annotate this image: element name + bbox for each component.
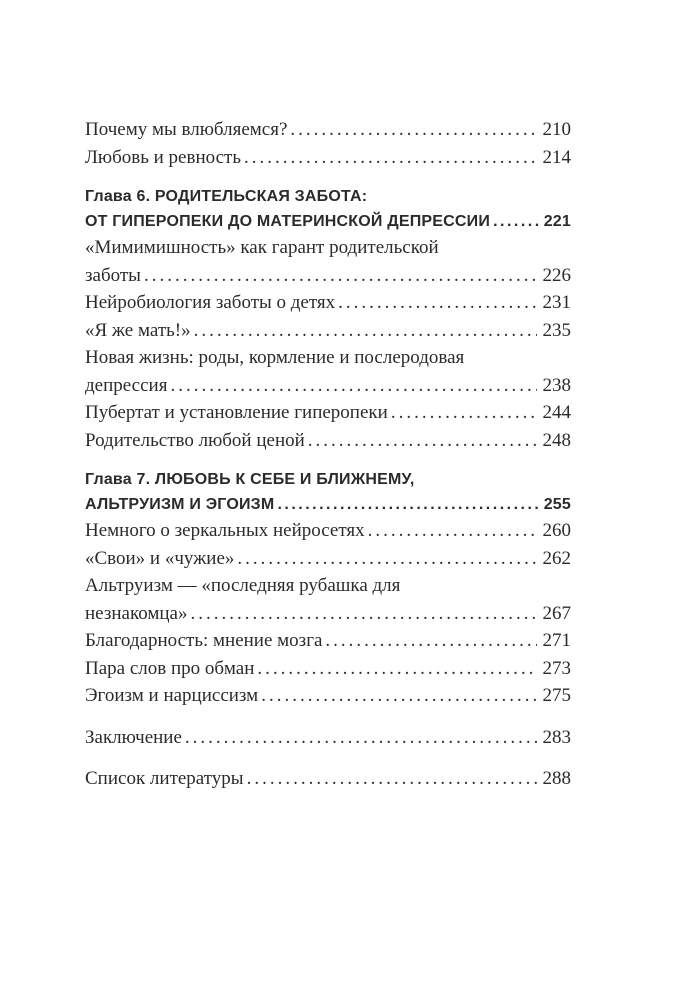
dot-leader xyxy=(325,627,536,655)
toc-page-number: 210 xyxy=(542,119,571,140)
dot-leader xyxy=(237,545,536,573)
toc-page-number: 231 xyxy=(542,292,571,313)
toc-page-number: 255 xyxy=(543,495,571,513)
dot-leader xyxy=(261,682,536,710)
toc-entry-line xyxy=(85,765,571,793)
toc-label: Пара слов про обман xyxy=(85,657,255,679)
dot-leader xyxy=(144,262,537,290)
toc-entry-line xyxy=(85,262,571,290)
toc-label: Альтруизм — «последняя рубашка для xyxy=(85,575,401,596)
toc-entry-line xyxy=(85,289,571,317)
toc-label: Немного о зеркальных нейросетях xyxy=(85,520,365,541)
toc-label: Эгоизм и нарциссизм xyxy=(85,685,259,706)
toc-page-number: 273 xyxy=(542,657,571,679)
toc-page-number: 267 xyxy=(542,602,571,624)
toc-label: Пубертат и установление гиперопеки xyxy=(85,402,388,423)
dot-leader xyxy=(257,655,536,683)
toc-page-number: 214 xyxy=(542,146,571,168)
toc-page-number: 262 xyxy=(542,547,571,569)
toc-page-number: 283 xyxy=(542,726,571,748)
toc-label: Список литературы xyxy=(85,768,244,789)
toc-page-number: 235 xyxy=(542,319,571,341)
toc-page-number: 248 xyxy=(542,429,571,451)
dot-leader xyxy=(185,724,537,752)
toc-page-number: 260 xyxy=(542,520,571,541)
toc-entry-line xyxy=(85,600,571,628)
table-of-contents xyxy=(85,116,571,793)
toc-page-number: 271 xyxy=(542,630,571,651)
toc-entry-line xyxy=(85,317,571,345)
toc-label: «Мимимишность» как гарант родительской xyxy=(85,237,439,258)
toc-chapter-line xyxy=(85,493,571,518)
toc-entry-line xyxy=(85,427,571,455)
toc-label: Нейробиология заботы о детях xyxy=(85,292,336,313)
dot-leader xyxy=(244,144,537,172)
dot-leader xyxy=(308,427,537,455)
toc-label: АЛЬТРУИЗМ И ЭГОИЗМ xyxy=(85,495,275,513)
toc-page-number: 244 xyxy=(542,402,571,423)
toc-label: Родительство любой ценой xyxy=(85,429,305,451)
toc-entry-line xyxy=(85,144,571,172)
toc-entry-line xyxy=(85,399,571,427)
dot-leader xyxy=(338,289,536,317)
toc-entry-line xyxy=(85,545,571,573)
toc-chapter-line xyxy=(85,210,571,235)
toc-label: Благодарность: мнение мозга xyxy=(85,630,323,651)
toc-entry-line xyxy=(85,116,571,144)
dot-leader xyxy=(493,210,541,235)
toc-entry-line xyxy=(85,627,571,655)
toc-chapter-line xyxy=(85,468,571,493)
toc-page-number: 221 xyxy=(543,212,571,230)
toc-entry-line xyxy=(85,372,571,400)
toc-label: ОТ ГИПЕРОПЕКИ ДО МАТЕРИНСКОЙ ДЕПРЕССИИ xyxy=(85,212,491,230)
toc-label: Глава 7. ЛЮБОВЬ К СЕБЕ И БЛИЖНЕМУ, xyxy=(85,471,415,488)
toc-entry-line xyxy=(85,517,571,545)
dot-leader xyxy=(290,116,536,144)
toc-label: Глава 6. РОДИТЕЛЬСКАЯ ЗАБОТА: xyxy=(85,188,368,205)
toc-label: Почему мы влюбляемся? xyxy=(85,119,288,140)
toc-page-number: 275 xyxy=(542,685,571,706)
dot-leader xyxy=(194,317,537,345)
toc-page-number: 238 xyxy=(542,374,571,396)
toc-label: «Свои» и «чужие» xyxy=(85,547,235,569)
dot-leader xyxy=(190,600,536,628)
toc-chapter-line xyxy=(85,185,571,210)
dot-leader xyxy=(391,399,537,427)
toc-entry-line xyxy=(85,234,571,262)
toc-entry-line xyxy=(85,682,571,710)
toc-entry-line xyxy=(85,344,571,372)
toc-label: Любовь и ревность xyxy=(85,146,241,168)
toc-label: Заключение xyxy=(85,726,182,748)
toc-entry-line xyxy=(85,724,571,752)
toc-page-number: 226 xyxy=(542,264,571,286)
toc-label: незнакомца» xyxy=(85,602,188,624)
dot-leader xyxy=(277,493,540,518)
dot-leader xyxy=(368,517,537,545)
dot-leader xyxy=(247,765,537,793)
toc-entry-line xyxy=(85,572,571,600)
toc-label: депрессия xyxy=(85,374,168,396)
toc-label: «Я же мать!» xyxy=(85,319,191,341)
dot-leader xyxy=(170,372,536,400)
toc-label: заботы xyxy=(85,264,141,286)
toc-label: Новая жизнь: роды, кормление и послеродовая xyxy=(85,347,465,368)
toc-page-number: 288 xyxy=(542,768,571,789)
toc-entry-line xyxy=(85,655,571,683)
